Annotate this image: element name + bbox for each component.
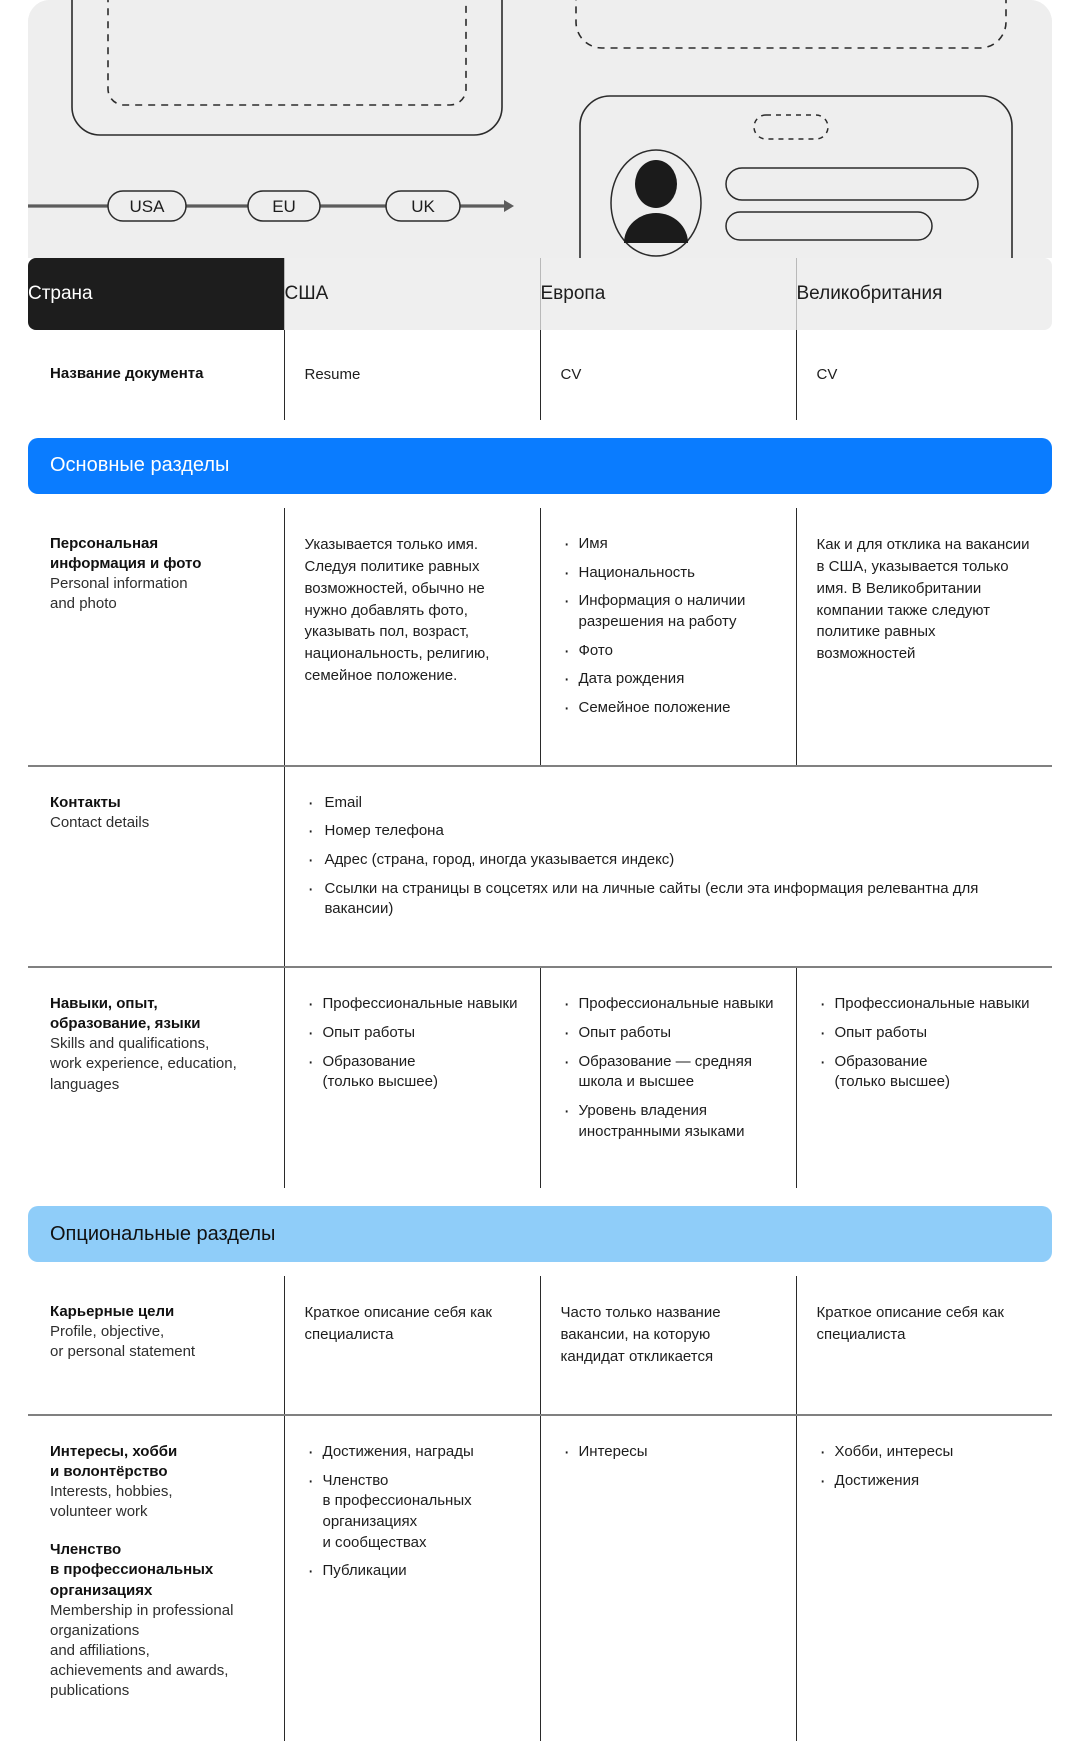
row-label-document-name: Название документа [50,365,204,382]
list-item: · Информация о наличии разрешения на работу [561,591,774,632]
cell-career-goals-usa: Краткое описание себя как специалиста [284,1276,540,1415]
cell-personal-info-usa: Указывается только имя. Следуя политике равных возможностей, обычно не нужно добавлять фото, указывать пол, возраст, национальность, религию, семейное положение. [284,508,540,766]
svg-text:EU: EU [272,197,296,216]
table-row-contacts [28,766,1052,967]
band-row-optional [28,1188,1052,1276]
list-item: · Семейное положение [561,698,774,719]
list-item: · Профессиональные навыки [305,994,518,1015]
label-ru-contacts: Контакты [50,793,121,811]
label-en-skills: Skills and qualifications, work experience, education, languages [50,1035,237,1093]
section-banner-main: Основные разделы [28,438,1052,494]
bullet-list-skills-eu [561,994,774,1142]
row-label-contacts [28,766,284,967]
list-item: · Образование (только высшее) [305,1052,518,1093]
svg-text:USA: USA [129,197,165,216]
table-row-personal-info [28,508,1052,766]
row-label-skills [28,967,284,1188]
section-banner-optional: Опциональные разделы [28,1206,1052,1262]
comparison-card [28,0,1052,1741]
bullet-list-contacts [305,793,1031,920]
bullet-list-personal-info-eu [561,534,774,719]
list-item: · Достижения [817,1471,1031,1492]
cell-personal-info-uk: Как и для отклика на вакансии в США, указывается только имя. В Великобритании компании также следуют политике равных возможностей [796,508,1052,766]
label-ru-skills: Навыки, опыт, образование, языки [50,995,201,1033]
row-label-career-goals [28,1276,284,1415]
list-item: · Образование — средняя школа и высшее [561,1052,774,1093]
cell-skills-eu [540,967,796,1188]
list-item: · Интересы [561,1442,774,1463]
cell-career-goals-eu: Часто только название вакансии, на которую кандидат откликается [540,1276,796,1415]
svg-text:UK: UK [411,197,435,216]
cell-contacts-merged [284,766,1052,967]
row-label-personal-info [28,508,284,766]
band-cell-main [28,420,1052,508]
list-item: · Уровень владения иностранными языками [561,1101,774,1142]
list-item: · Профессиональные навыки [817,994,1031,1015]
band-cell-optional [28,1188,1052,1276]
cell-interests-usa [284,1415,540,1741]
bullet-list-interests-usa [305,1442,518,1582]
list-item: · Опыт работы [305,1023,518,1044]
bullet-list-interests-eu [561,1442,774,1463]
list-item: · Публикации [305,1561,518,1582]
label-ru-career-goals: Карьерные цели [50,1303,175,1321]
band-row-main [28,420,1052,508]
row-label-interests [28,1415,284,1741]
list-item: · Достижения, награды [305,1442,518,1463]
bullet-list-skills-usa [305,994,518,1093]
list-item: · Дата рождения [561,669,774,690]
list-item: · Опыт работы [561,1023,774,1044]
header-cell-usa: США [284,258,540,330]
cell-document-name-uk: CV [796,330,1052,420]
label-en-personal-info: Personal information and photo [50,575,188,613]
list-item: · Номер телефона [305,821,1031,842]
table-header-row [28,258,1052,330]
table-row-interests [28,1415,1052,1741]
list-item: · Образование (только высшее) [817,1052,1031,1093]
illustration-svg [28,0,1052,258]
header-cell-country: Страна [28,258,284,330]
cell-interests-eu [540,1415,796,1741]
header-cell-eu: Европа [540,258,796,330]
bullet-list-interests-uk [817,1442,1031,1491]
cell-skills-uk [796,967,1052,1188]
label-en-career-goals: Profile, objective, or personal statement [50,1323,196,1361]
list-item: · Фото [561,641,774,662]
comparison-table [28,258,1052,1741]
cell-interests-uk [796,1415,1052,1741]
cell-document-name-eu: CV [540,330,796,420]
list-item: · Имя [561,534,774,555]
cell-document-name-usa: Resume [284,330,540,420]
label-gap [50,1522,268,1540]
table-row-document-name [28,330,1052,420]
label-en-interests: Interests, hobbies, volunteer work [50,1483,173,1521]
cell-career-goals-uk: Краткое описание себя как специалиста [796,1276,1052,1415]
list-item: · Членство в профессиональных организациях и сообществах [305,1471,518,1554]
bullet-list-skills-uk [817,994,1031,1093]
label-ru-personal-info: Персональная информация и фото [50,534,202,572]
list-item: · Ссылки на страницы в соцсетях или на личные сайты (если эта информация релевантна для вакансии) [305,879,1031,920]
label-en-contacts: Contact details [50,813,150,831]
table-row-skills [28,967,1052,1188]
label-en-membership: Membership in professional organizations and affiliations, achievements and awards, publications [50,1601,234,1699]
label-ru-interests: Интересы, хобби и волонтёрство [50,1442,178,1481]
list-item: · Хобби, интересы [817,1442,1031,1463]
cell-skills-usa [284,967,540,1188]
list-item: · Опыт работы [817,1023,1031,1044]
list-item: · Профессиональные навыки [561,994,774,1015]
list-item: · Национальность [561,563,774,584]
table-row-career-goals [28,1276,1052,1415]
header-illustration [28,0,1052,258]
list-item: · Адрес (страна, город, иногда указывается индекс) [305,850,1031,871]
label-ru-membership: Членство в профессиональных организациях [50,1541,214,1599]
cell-personal-info-eu [540,508,796,766]
header-cell-uk: Великобритания [796,258,1052,330]
list-item: · Email [305,793,1031,814]
